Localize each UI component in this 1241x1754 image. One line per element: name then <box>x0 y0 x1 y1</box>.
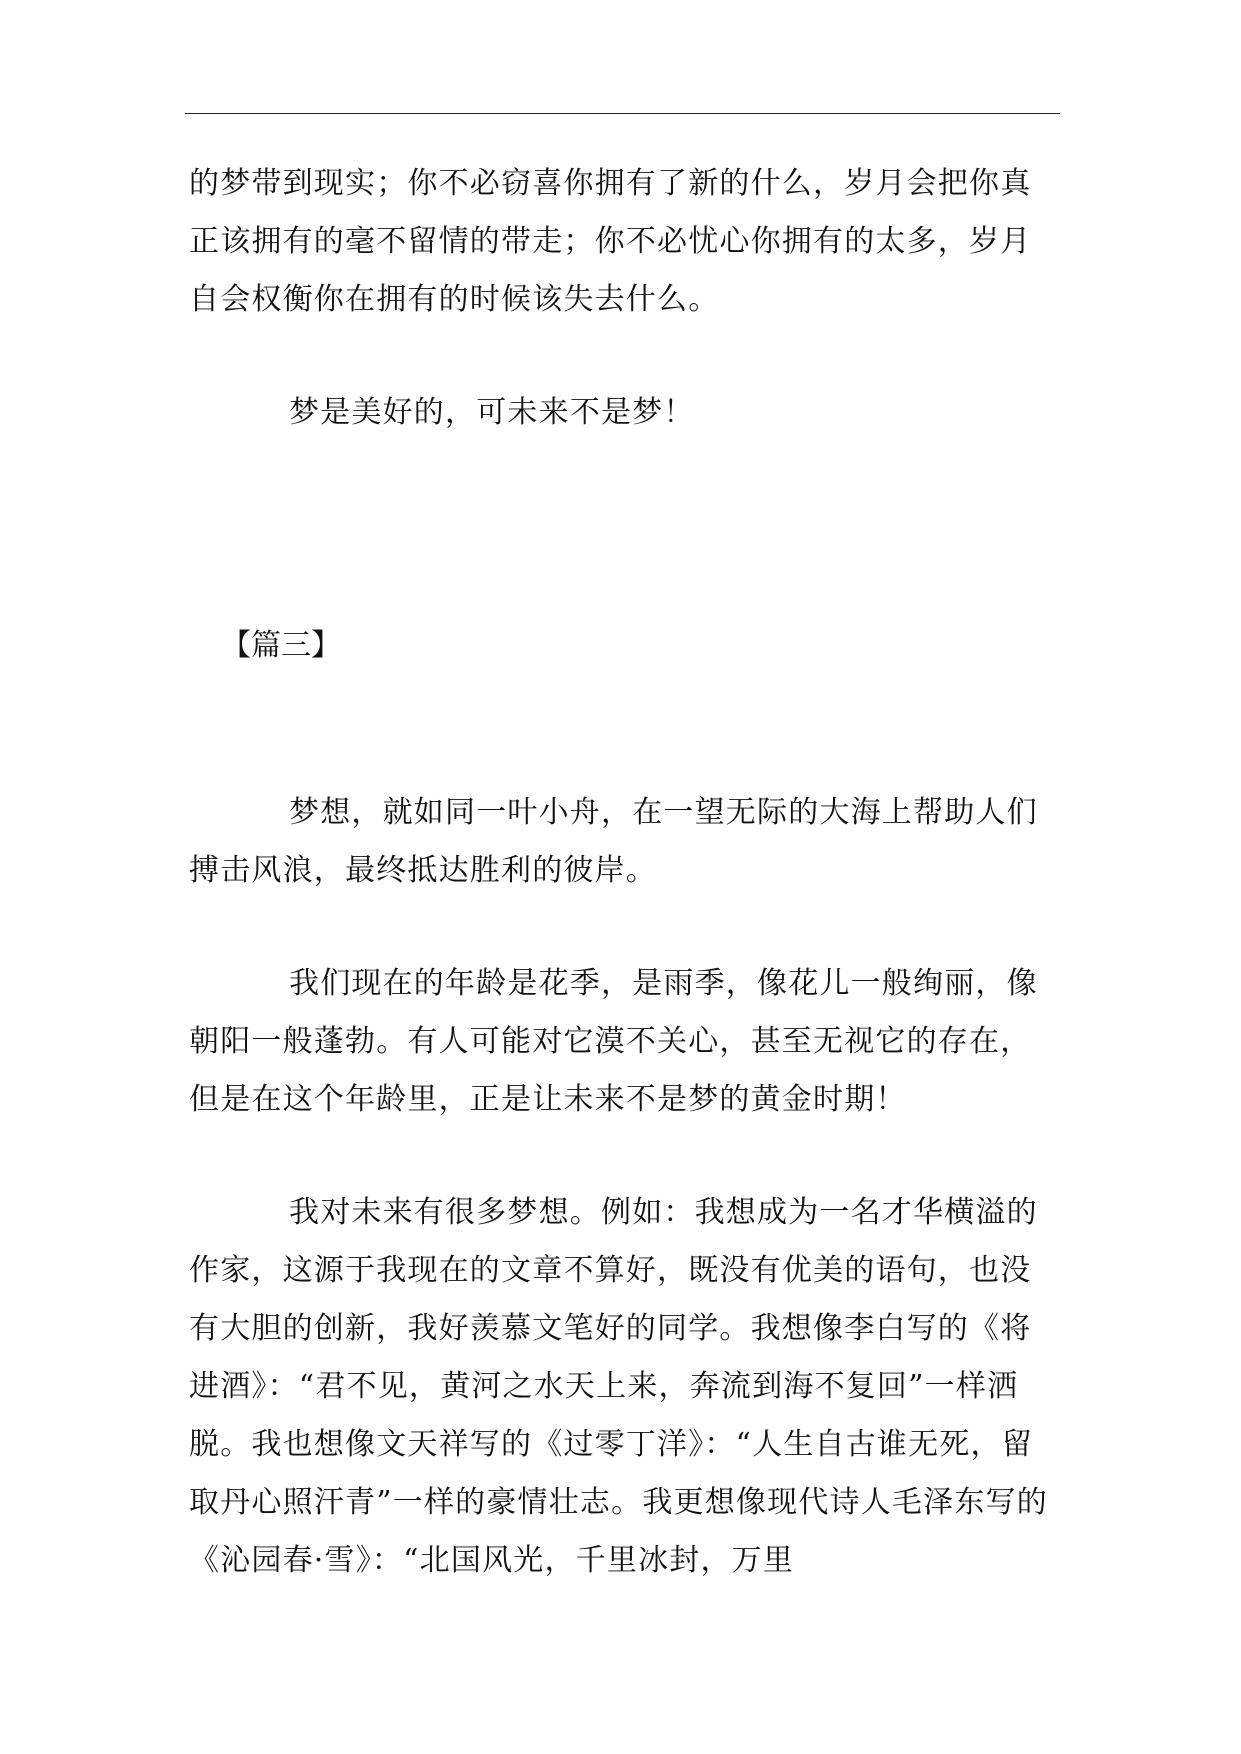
paragraph-dream-boat: 梦想，就如同一叶小舟，在一望无际的大海上帮助人们搏击风浪，最终抵达胜利的彼岸。 <box>189 795 1038 888</box>
section-heading: 【篇三】 <box>221 628 341 663</box>
paragraph-flower-season: 我们现在的年龄是花季，是雨季，像花儿一般绚丽，像朝阳一般蓬勃。有人可能对它漠不关心，甚至无视它的存在，但是在这个年龄里，正是让未来不是梦的黄金时期！ <box>189 966 1038 1117</box>
header-rule <box>185 113 1060 114</box>
document-body <box>189 155 1059 1590</box>
paragraph-continuation: 的梦带到现实；你不必窃喜你拥有了新的什么，岁月会把你真正该拥有的毫不留情的带走；你不必忧心你拥有的太多，岁月自会权衡你在拥有的时候该失去什么。 <box>189 166 1032 317</box>
paragraph-dream-not-future: 梦是美好的，可未来不是梦！ <box>289 395 695 430</box>
paragraph-many-dreams: 我对未来有很多梦想。例如：我想成为一名才华横溢的作家，这源于我现在的文章不算好，既没有优美的语句，也没有大胆的创新，我好羡慕文笔好的同学。我想像李白写的《将进酒》：“君不见，黄河之水天上来，奔流到海不复回”一样洒脱。我也想像文天祥写的《过零丁洋》：“人生自古谁无死，留取丹心照汗青”一样的豪情壮志。我更想像现代诗人毛泽东写的《沁园春·雪》：“北国风光，千里冰封，万里 <box>189 1195 1048 1578</box>
